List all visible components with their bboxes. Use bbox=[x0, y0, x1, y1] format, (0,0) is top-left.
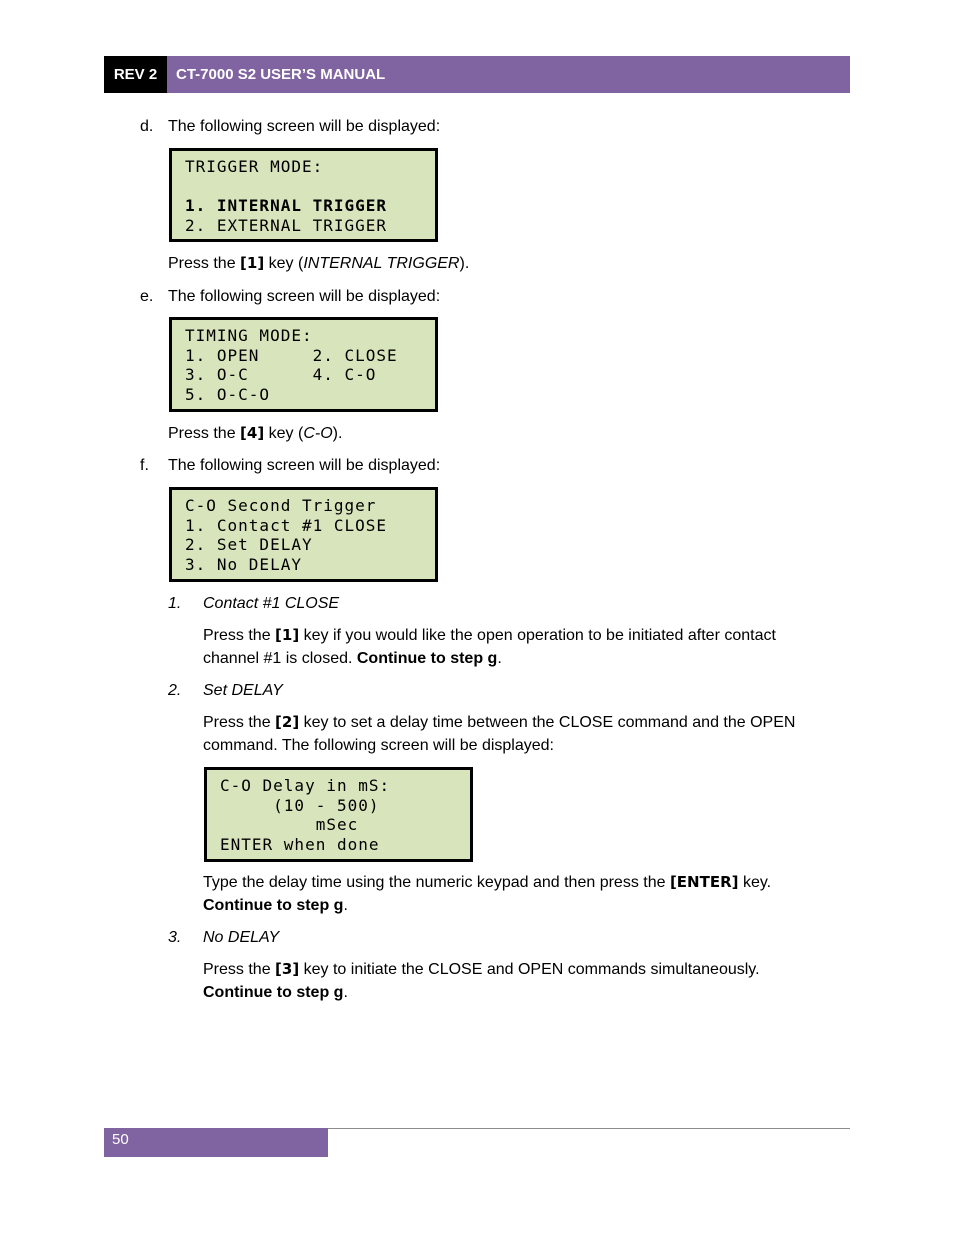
lcd-line: C-O Delay in mS: bbox=[220, 776, 391, 795]
lcd-line: 5. O-C-O bbox=[185, 384, 271, 404]
option-3-number: 3. bbox=[168, 929, 182, 946]
option-2-number: 2. bbox=[168, 682, 182, 699]
lcd-line: TRIGGER MODE: bbox=[185, 157, 324, 176]
key-label: [1] bbox=[240, 254, 265, 272]
key-label: [2] bbox=[275, 713, 300, 731]
step-e-text: The following screen will be displayed: bbox=[168, 288, 441, 305]
step-d-marker: d. bbox=[140, 118, 154, 135]
key-label: [ENTER] bbox=[669, 873, 739, 891]
option-2-after-line2: Continue to step g. bbox=[203, 897, 348, 914]
option-2-after-line1: Type the delay time using the numeric keypad and then press the [ENTER] key. bbox=[203, 873, 772, 891]
key-label: [4] bbox=[240, 424, 265, 442]
lcd-line: C-O Second Trigger bbox=[185, 496, 377, 515]
press-instruction-e: Press the [4] key (C-O). bbox=[168, 424, 343, 442]
option-2-text-line1: Press the [2] key to set a delay time between the CLOSE command and the OPEN bbox=[203, 713, 796, 731]
lcd-timing-mode bbox=[169, 317, 438, 412]
key-label: [1] bbox=[275, 626, 300, 644]
page-header bbox=[104, 56, 850, 93]
lcd-line: (10 - 500) bbox=[220, 795, 380, 815]
lcd-line: ENTER when done bbox=[220, 834, 380, 854]
option-2-text-line2: command. The following screen will be displayed: bbox=[203, 737, 554, 754]
option-1-text-line1: Press the [1] key if you would like the open operation to be initiated after contact bbox=[203, 626, 776, 644]
step-d-text: The following screen will be displayed: bbox=[168, 118, 441, 135]
key-label: [3] bbox=[275, 960, 300, 978]
option-1-number: 1. bbox=[168, 595, 182, 612]
manual-title: CT-7000 S2 USER’S MANUAL bbox=[167, 56, 850, 93]
revision-label: REV 2 bbox=[104, 56, 167, 93]
footer-rule bbox=[328, 1128, 850, 1129]
option-3-text-line1: Press the [3] key to initiate the CLOSE and OPEN commands simultaneously. bbox=[203, 960, 760, 978]
lcd-line: 1. OPEN 2. CLOSE bbox=[185, 345, 398, 365]
press-instruction-d: Press the [1] key (INTERNAL TRIGGER). bbox=[168, 254, 470, 272]
option-3-title: No DELAY bbox=[203, 929, 280, 946]
lcd-line bbox=[185, 177, 435, 197]
option-3-text-line2: Continue to step g. bbox=[203, 984, 348, 1001]
option-2-title: Set DELAY bbox=[203, 682, 283, 699]
lcd-line: 3. No DELAY bbox=[185, 554, 302, 574]
lcd-line-selected: 1. INTERNAL TRIGGER bbox=[185, 196, 388, 216]
lcd-line: 2. Set DELAY bbox=[185, 535, 313, 555]
footer-bar bbox=[104, 1128, 328, 1157]
lcd-line: 2. EXTERNAL TRIGGER bbox=[185, 215, 388, 235]
lcd-trigger-mode bbox=[169, 148, 438, 242]
step-f-text: The following screen will be displayed: bbox=[168, 457, 441, 474]
option-1-text-line2: channel #1 is closed. Continue to step g. bbox=[203, 650, 502, 667]
lcd-line: TIMING MODE: bbox=[185, 326, 313, 345]
lcd-co-delay bbox=[204, 767, 473, 862]
step-f-marker: f. bbox=[140, 457, 149, 474]
lcd-line: 3. O-C 4. C-O bbox=[185, 365, 377, 385]
option-1-title: Contact #1 CLOSE bbox=[203, 595, 340, 612]
lcd-line: mSec bbox=[220, 815, 359, 835]
page-number: 50 bbox=[112, 1131, 129, 1148]
lcd-line: 1. Contact #1 CLOSE bbox=[185, 515, 388, 535]
step-e-marker: e. bbox=[140, 288, 154, 305]
lcd-co-second-trigger bbox=[169, 487, 438, 582]
